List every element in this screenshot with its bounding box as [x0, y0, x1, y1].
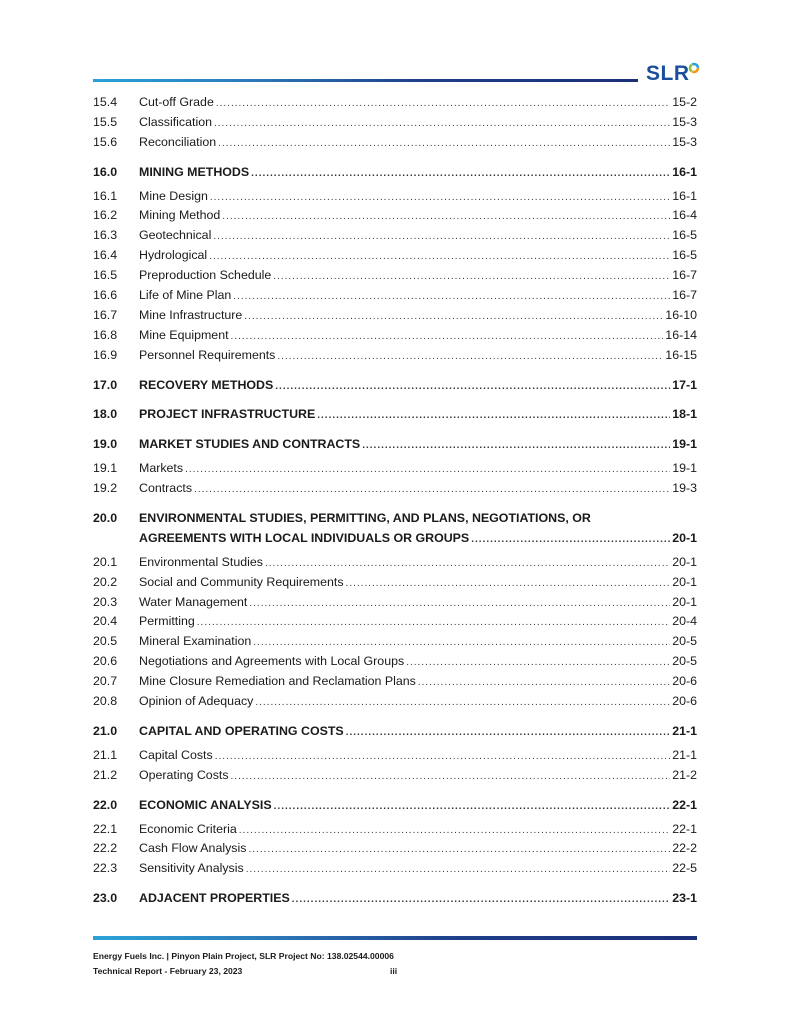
- toc-number: 20.3: [93, 594, 118, 609]
- toc-entry-21-2[interactable]: [93, 766, 697, 786]
- toc-leader: [231, 767, 671, 787]
- toc-leader: [185, 460, 670, 480]
- toc-page: 18-1: [672, 407, 697, 422]
- toc-page: 16-7: [672, 288, 697, 303]
- toc-title: Opinion of Adequacy: [139, 694, 254, 709]
- toc-leader: [209, 247, 670, 267]
- toc-page: 20-1: [672, 574, 697, 589]
- toc-title: Mining Method: [139, 208, 221, 223]
- toc-number: 21.0: [93, 723, 118, 738]
- toc-title: Markets: [139, 461, 184, 476]
- toc-entry-16-9[interactable]: [93, 346, 697, 366]
- toc-entry-16-7[interactable]: [93, 306, 697, 326]
- toc-page: 16-10: [665, 307, 697, 322]
- toc-title: MINING METHODS: [139, 164, 250, 179]
- toc-number: 20.0: [93, 511, 118, 526]
- toc-leader: [215, 747, 671, 767]
- toc-title: Negotiations and Agreements with Local Groups: [139, 654, 405, 669]
- toc-number: 16.6: [93, 288, 118, 303]
- toc-leader: [346, 723, 671, 743]
- toc-number: 16.2: [93, 208, 118, 223]
- toc-number: 20.8: [93, 694, 118, 709]
- toc-page: 20-1: [672, 530, 697, 545]
- toc-page: 20-6: [672, 674, 697, 689]
- footer-line-2: Technical Report - February 23, 2023: [93, 966, 243, 976]
- toc-title-line1: ENVIRONMENTAL STUDIES, PERMITTING, AND PLANS, NEGOTIATIONS, OR: [139, 511, 591, 526]
- toc-page: 21-1: [672, 747, 697, 762]
- toc-leader: [239, 821, 670, 841]
- toc-leader: [265, 554, 670, 574]
- toc-leader: [246, 860, 671, 880]
- toc-title: Geotechnical: [139, 228, 212, 243]
- toc-leader: [218, 134, 670, 154]
- toc-number: 22.3: [93, 861, 118, 876]
- toc-entry-21-0[interactable]: [93, 722, 697, 742]
- toc-leader: [249, 594, 670, 614]
- toc-leader: [255, 693, 670, 713]
- toc-number: 23.0: [93, 891, 118, 906]
- footer-rule: [93, 936, 697, 940]
- toc-entry-16-2[interactable]: [93, 206, 697, 226]
- toc-leader: [233, 287, 670, 307]
- toc-number: 16.0: [93, 164, 118, 179]
- toc-page: 20-1: [672, 594, 697, 609]
- toc-page: 20-5: [672, 654, 697, 669]
- toc-number: 22.0: [93, 797, 118, 812]
- toc-number: 20.4: [93, 614, 118, 629]
- toc-leader: [222, 207, 670, 227]
- slr-logo: [646, 60, 700, 88]
- toc-leader: [216, 94, 670, 114]
- toc-entry-22-0[interactable]: [93, 796, 697, 816]
- toc-title: Permitting: [139, 614, 195, 629]
- toc-page: 16-1: [672, 188, 697, 203]
- toc-entry-20-0[interactable]: [93, 509, 697, 549]
- toc-leader: [274, 797, 671, 817]
- toc-title: Mine Closure Remediation and Reclamation Plans: [139, 674, 416, 689]
- toc-page: 15-3: [672, 114, 697, 129]
- toc-page: 17-1: [672, 377, 697, 392]
- toc-page: 15-2: [672, 95, 697, 109]
- logo-ring-icon: [688, 62, 700, 74]
- toc-page: 15-3: [672, 134, 697, 149]
- toc-number: 15.5: [93, 114, 118, 129]
- toc-leader: [418, 673, 670, 693]
- toc-number: 20.5: [93, 634, 118, 649]
- toc-number: 20.1: [93, 554, 118, 569]
- toc-leader: [194, 480, 670, 500]
- toc-number: 22.2: [93, 841, 118, 856]
- toc-entry-16-1[interactable]: [93, 187, 697, 207]
- toc-entry-22-2[interactable]: [93, 839, 697, 859]
- toc-number: 20.6: [93, 654, 118, 669]
- toc-leader: [362, 436, 670, 456]
- toc-title: Hydrological: [139, 248, 208, 263]
- toc-page: 22-1: [672, 821, 697, 836]
- toc-title: Sensitivity Analysis: [139, 861, 244, 876]
- toc-title: Cash Flow Analysis: [139, 841, 247, 856]
- toc-number: 16.5: [93, 268, 118, 283]
- page-number: iii: [390, 966, 398, 976]
- toc-number: 19.0: [93, 437, 118, 452]
- toc-title: PROJECT INFRASTRUCTURE: [139, 407, 316, 422]
- toc-title: Preproduction Schedule: [139, 268, 272, 283]
- toc-leader: [273, 267, 670, 287]
- toc-page: 20-5: [672, 634, 697, 649]
- toc-number: 22.1: [93, 821, 118, 836]
- toc-page: 20-1: [672, 554, 697, 569]
- toc-title: Social and Community Requirements: [139, 574, 344, 589]
- toc-page: 19-1: [672, 461, 697, 476]
- toc-page: 16-1: [672, 164, 697, 179]
- toc-entry-16-5[interactable]: [93, 266, 697, 286]
- toc-title: Contracts: [139, 481, 193, 496]
- toc-title: Life of Mine Plan: [139, 288, 232, 303]
- logo-text: SLR: [646, 62, 690, 85]
- toc-title: Water Management: [139, 594, 248, 609]
- toc-title: MARKET STUDIES AND CONTRACTS: [139, 437, 361, 452]
- toc-entry-21-1[interactable]: [93, 746, 697, 766]
- toc-number: 16.4: [93, 248, 118, 263]
- toc-title: Cut-off Grade: [139, 95, 214, 109]
- toc-entry-20-4[interactable]: [93, 612, 697, 632]
- toc-title: Mine Design: [139, 188, 208, 203]
- toc-entry-15-6[interactable]: [93, 133, 697, 153]
- toc-page: 16-4: [672, 208, 697, 223]
- toc-page: 20-6: [672, 694, 697, 709]
- toc-entry-19-2[interactable]: [93, 479, 697, 499]
- toc-page: 20-4: [672, 614, 697, 629]
- toc-leader: [231, 327, 664, 347]
- toc-leader: [275, 377, 670, 397]
- toc-number: 19.2: [93, 481, 118, 496]
- toc-title: CAPITAL AND OPERATING COSTS: [139, 723, 344, 738]
- toc-entry-16-4[interactable]: [93, 246, 697, 266]
- toc-leader: [210, 188, 670, 208]
- toc-title: RECOVERY METHODS: [139, 377, 274, 392]
- toc-entry-15-4[interactable]: [93, 93, 697, 113]
- toc-leader: [292, 890, 670, 910]
- footer: [93, 949, 394, 979]
- toc-number: 16.1: [93, 188, 118, 203]
- toc-number: 20.7: [93, 674, 118, 689]
- toc-leader: [251, 164, 670, 184]
- toc-page: 16-7: [672, 268, 697, 283]
- toc-title-line2: AGREEMENTS WITH LOCAL INDIVIDUALS OR GROUPS: [139, 530, 470, 545]
- toc-page: 22-1: [672, 797, 697, 812]
- toc-entry-16-8[interactable]: [93, 326, 697, 346]
- toc-leader: [406, 653, 670, 673]
- toc-title: Classification: [139, 114, 212, 129]
- toc-page: 19-3: [672, 481, 697, 496]
- toc-number: 20.2: [93, 574, 118, 589]
- toc-entry-20-6[interactable]: [93, 652, 697, 672]
- toc-number: 16.8: [93, 327, 118, 342]
- toc-page: 21-2: [672, 767, 697, 782]
- toc-leader: [277, 347, 663, 367]
- header-rule: [93, 79, 638, 82]
- toc-leader: [471, 530, 670, 550]
- toc-number: 16.7: [93, 307, 118, 322]
- toc-page: 22-2: [672, 841, 697, 856]
- toc-number: 16.9: [93, 347, 118, 362]
- toc-title: Mineral Examination: [139, 634, 252, 649]
- toc-number: 21.1: [93, 747, 118, 762]
- toc-title: ECONOMIC ANALYSIS: [139, 797, 272, 812]
- toc-entry-15-5[interactable]: [93, 113, 697, 133]
- toc-page: 19-1: [672, 437, 697, 452]
- toc-entry-20-8[interactable]: [93, 692, 697, 712]
- toc-number: 15.6: [93, 134, 118, 149]
- toc-entry-18-0[interactable]: [93, 405, 697, 425]
- toc-page: 22-5: [672, 861, 697, 876]
- toc-entry-19-1[interactable]: [93, 459, 697, 479]
- toc-leader: [214, 114, 670, 134]
- toc-leader: [248, 840, 670, 860]
- toc-page: 16-5: [672, 228, 697, 243]
- toc-leader: [244, 307, 663, 327]
- toc-page: 23-1: [672, 891, 697, 906]
- toc-leader: [197, 613, 670, 633]
- toc-entry-16-3[interactable]: [93, 226, 697, 246]
- toc-entry-19-0[interactable]: [93, 435, 697, 455]
- toc-number: 16.3: [93, 228, 118, 243]
- toc-title: Capital Costs: [139, 747, 213, 762]
- toc-number: 21.2: [93, 767, 118, 782]
- toc-page: 16-15: [665, 347, 697, 362]
- toc-entry-22-1[interactable]: [93, 820, 697, 840]
- toc-number: 18.0: [93, 407, 118, 422]
- toc-entry-16-6[interactable]: [93, 286, 697, 306]
- toc-leader: [317, 406, 670, 426]
- toc-number: 17.0: [93, 377, 118, 392]
- footer-line-1: Energy Fuels Inc. | Pinyon Plain Project, SLR Project No: 138.02544.00006: [93, 951, 394, 961]
- toc-title: Operating Costs: [139, 767, 229, 782]
- toc-leader: [213, 227, 670, 247]
- toc-page: 16-5: [672, 248, 697, 263]
- toc-title: ADJACENT PROPERTIES: [139, 891, 290, 906]
- toc-title: Mine Equipment: [139, 327, 229, 342]
- table-of-contents: [93, 93, 697, 909]
- toc-entry-20-5[interactable]: [93, 632, 697, 652]
- toc-leader: [253, 633, 670, 653]
- toc-title: Environmental Studies: [139, 554, 263, 569]
- toc-title: Economic Criteria: [139, 821, 237, 836]
- toc-number: 19.1: [93, 461, 118, 476]
- toc-entry-23-0[interactable]: [93, 889, 697, 909]
- toc-entry-17-0[interactable]: [93, 376, 697, 396]
- toc-entry-20-2[interactable]: [93, 573, 697, 593]
- toc-entry-22-3[interactable]: [93, 859, 697, 879]
- toc-entry-20-1[interactable]: [93, 553, 697, 573]
- toc-entry-20-3[interactable]: [93, 593, 697, 613]
- toc-entry-16-0[interactable]: [93, 163, 697, 183]
- toc-page: 16-14: [665, 327, 697, 342]
- toc-title: Reconciliation: [139, 134, 217, 149]
- toc-entry-20-7[interactable]: [93, 672, 697, 692]
- toc-title: Mine Infrastructure: [139, 307, 243, 322]
- toc-page: 21-1: [672, 723, 697, 738]
- toc-leader: [346, 574, 671, 594]
- toc-number: 15.4: [93, 95, 118, 109]
- toc-title: Personnel Requirements: [139, 347, 276, 362]
